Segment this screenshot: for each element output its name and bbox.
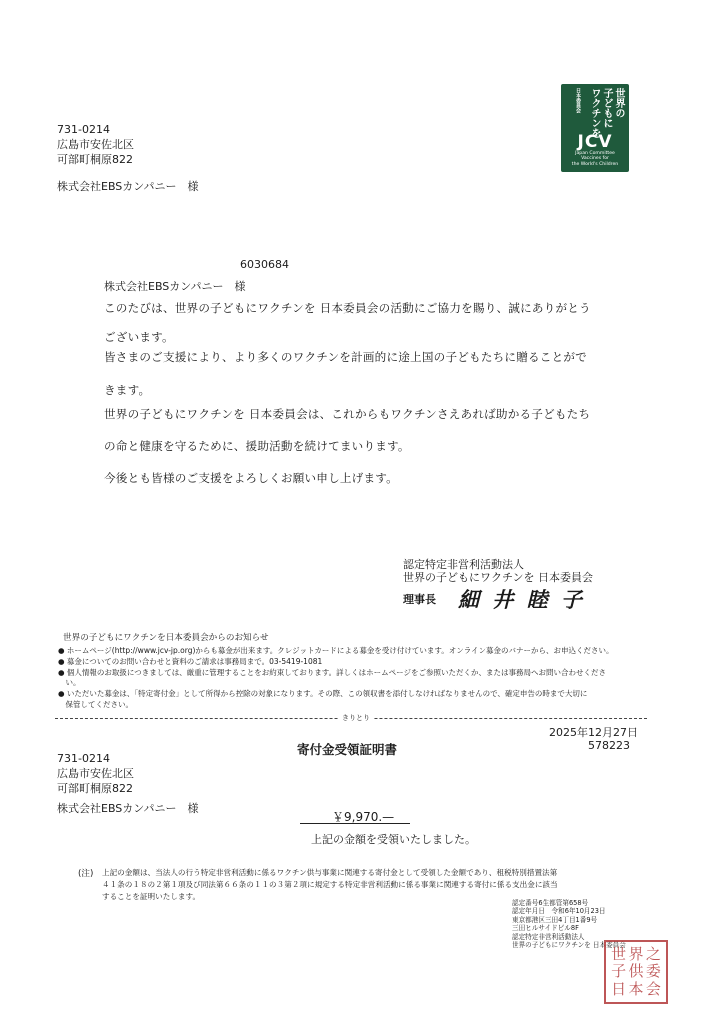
stamp-char: 世: [611, 945, 627, 963]
notice-item: ● いただいた募金は、「特定寄付金」として所得から控除の対象になります。その際、この領収書を添付しなければなりませんので、確定申告の時まで大切に: [58, 689, 588, 698]
top-address-line1: 広島市安佐北区: [57, 138, 134, 151]
sender-org-type: 認定特定非営利活動法人: [403, 558, 524, 571]
letter-number: 6030684: [240, 258, 289, 271]
jcv-logo: [561, 84, 629, 172]
sender-title: 理事長: [403, 593, 436, 606]
red-seal-stamp: [604, 940, 668, 1004]
receipt-address-line2: 可部町桐原822: [57, 782, 133, 795]
logo-tagline-line: Vaccines for: [581, 156, 609, 162]
logo-tagline: [561, 151, 629, 167]
notice-item: ● 募金についてのお問い合わせと資料のご請求は事務局まで。03-5419-1081: [58, 657, 323, 666]
letter-line: このたびは、世界の子どもにワクチンを 日本委員会の活動にご協力を賜り、誠にありがとう: [104, 301, 591, 315]
issuer-line: 三田ヒルサイドビル8F: [512, 924, 579, 933]
cut-label: きりとり: [338, 713, 374, 723]
receipt-company-name: 株式会社EBSカンパニー 様: [57, 802, 199, 815]
issuer-line: 認定特定非営利活動法人: [512, 932, 585, 941]
notice-item: 保管してください。: [58, 700, 133, 709]
sender-signature: 細 井 睦 子: [458, 587, 585, 612]
top-postal-code: 731-0214: [57, 123, 110, 136]
receipt-note-line: ４１条の１８の２第１項及び同法第６６条の１１の３第２項に規定する特定非営利活動に係る事業に関連する寄付に係る支出金に該当: [102, 880, 558, 889]
receipt-title: 寄付金受領証明書: [297, 742, 398, 757]
receipt-note-label: (注): [78, 869, 94, 879]
receipt-postal-code: 731-0214: [57, 752, 110, 765]
receipt-address-line1: 広島市安佐北区: [57, 767, 134, 780]
stamp-char: 子: [611, 962, 627, 981]
issuer-line: 東京都港区三田4丁目1番9号: [512, 915, 598, 924]
top-company-name: 株式会社EBSカンパニー 様: [57, 180, 199, 193]
letter-line: ございます。: [104, 330, 174, 344]
logo-text-line: 子どもに: [601, 88, 612, 128]
letter-addressee: 株式会社EBSカンパニー 様: [104, 280, 246, 293]
notice-item: ● ホームページ(http://www.jcv-jp.org)からも募金が出来ます。クレジットカードによる募金を受け付けています。オンライン募金のバナーから、お申込ください。: [58, 646, 614, 655]
notice-item: ● 個人情報のお取扱につきましては、厳重に管理することをお約束しております。詳しくはホームページをご参照いただくか、または事務局へお問い合わせくださ: [58, 668, 607, 677]
stamp-char: 会: [645, 979, 661, 998]
amount-underline: [300, 823, 410, 824]
receipt-received-text: 上記の金額を受領いたしました。: [311, 833, 476, 846]
notice-item: い。: [58, 678, 81, 687]
receipt-number: 578223: [588, 739, 630, 752]
receipt-date: 2025年12月27日: [549, 726, 638, 739]
issuer-line: 認定年月日 令和6年10月23日: [512, 907, 606, 916]
logo-text-line: 世界の: [613, 88, 624, 118]
stamp-char: 之: [645, 945, 661, 963]
logo-text-line: ワクチンを: [589, 88, 600, 138]
letter-line: 皆さまのご支援により、より多くのワクチンを計画的に途上国の子どもたちに贈ることがで: [104, 350, 587, 364]
stamp-char: 供: [628, 962, 644, 981]
issuer-line: 認定番号6生都管第658号: [512, 899, 589, 907]
letter-line: 世界の子どもにワクチンを 日本委員会は、これからもワクチンさえあれば助かる子どもたち: [104, 407, 591, 421]
issuer-line: 世界の子どもにワクチンを 日本委員会: [512, 941, 626, 950]
receipt-note-line: することを証明いたします。: [102, 892, 201, 901]
letter-line: 今後とも皆様のご支援をよろしくお願い申し上げます。: [104, 471, 398, 485]
sender-org-name: 世界の子どもにワクチンを 日本委員会: [403, 571, 593, 584]
stamp-char: 日: [611, 979, 627, 998]
letter-line: の命と健康を守るために、援助活動を続けてまいります。: [104, 439, 410, 453]
receipt-note-line: 上記の金額は、当法人の行う特定非営利活動に係るワクチン供与事業に関連する寄付金として受領した金額であり、租税特別措置法第: [102, 868, 558, 877]
logo-tagline-line: the World's Children: [571, 161, 619, 167]
logo-text-line: 日本委員会: [575, 88, 581, 113]
logo-name: JCV: [577, 132, 613, 152]
top-address-line2: 可部町桐原822: [57, 153, 133, 166]
stamp-char: 本: [628, 979, 644, 998]
logo-tagline-line: Japan Committee: [575, 151, 615, 156]
letter-line: きます。: [104, 383, 151, 397]
notice-heading: 世界の子どもにワクチンを日本委員会からのお知らせ: [63, 633, 269, 643]
stamp-char: 界: [628, 945, 644, 963]
receipt-amount: ￥9,970.—: [332, 810, 395, 824]
stamp-char: 委: [645, 962, 661, 981]
